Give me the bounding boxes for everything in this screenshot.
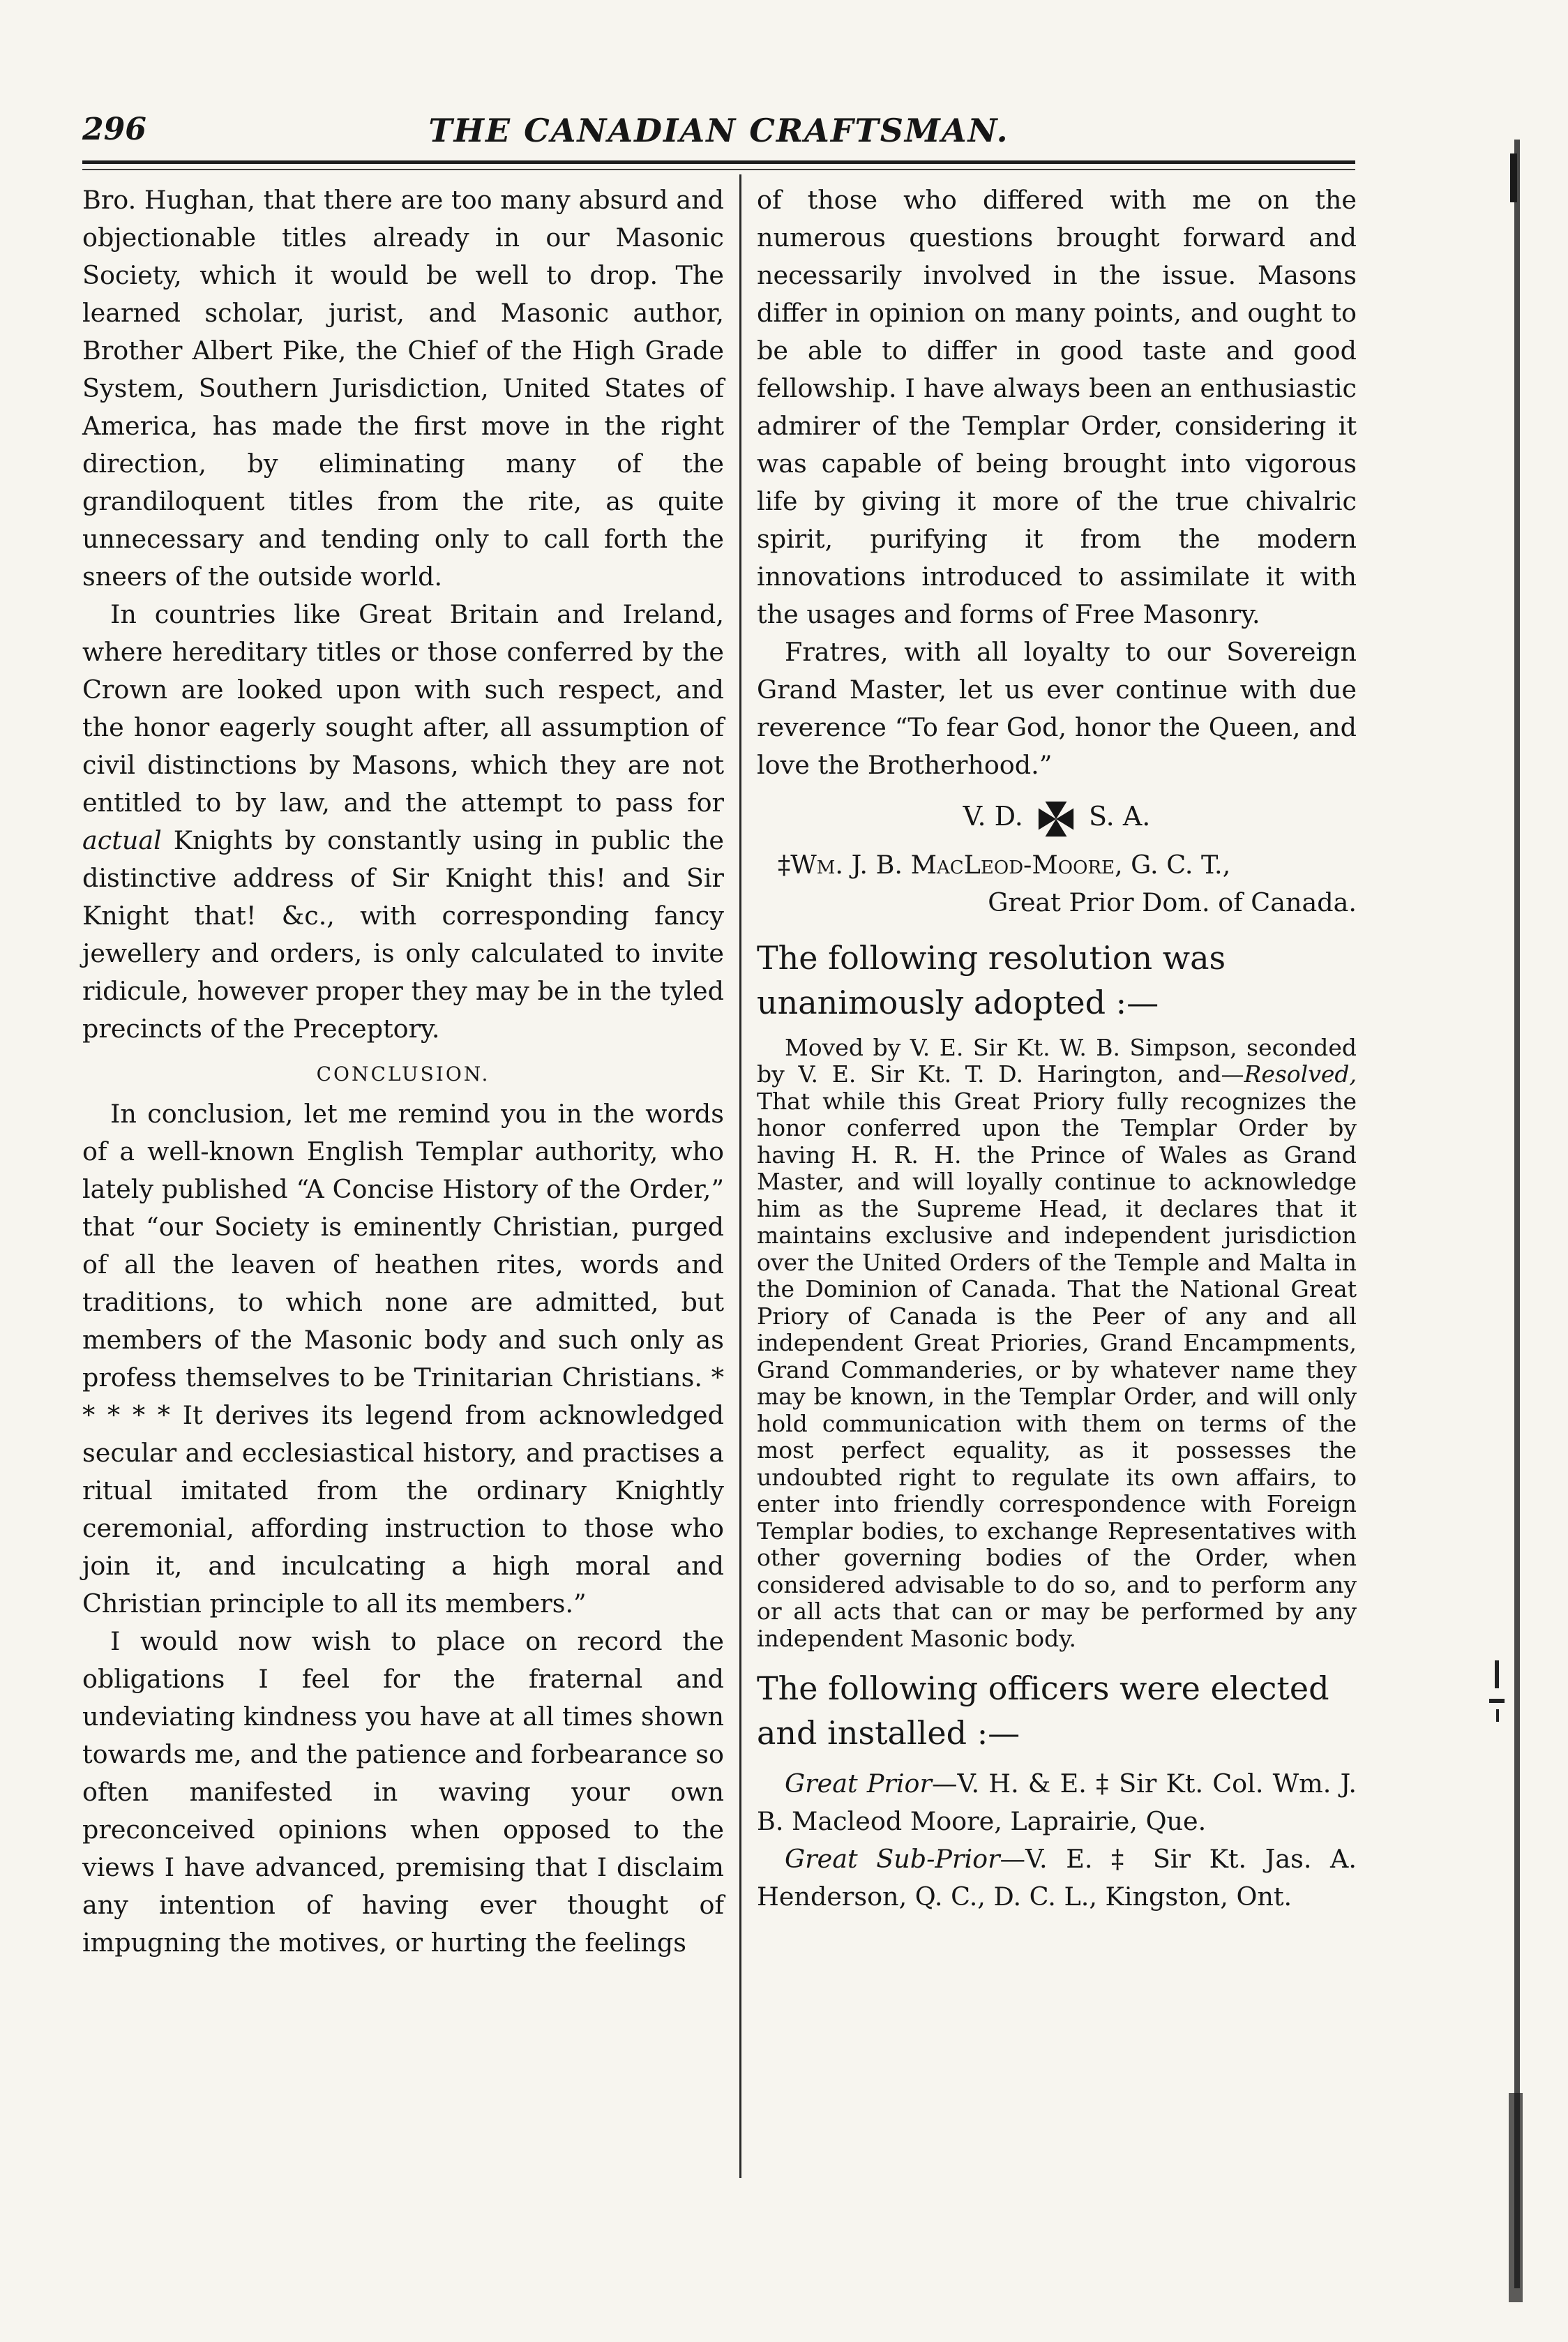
resolution-text-b: That while this Great Priory fully recognizes the honor conferred upon the Templar Order by having H. R. H. the Prince of Wales as Grand Master, and will loyally continue to acknowledge him as the Supreme Head, it declares that it maintains exclusive and independent jurisdiction over the United Orders of the Temple and Malta in the Dominion of Canada. That the National Great Priory of Canada is the Peer of any and all independent Great Priories, Grand Encampments, Grand Commanderies, or by whatever name they may be known, in the Templar Order, and will only hold communication with them on terms of the most perfect equality, as it possesses the undoubted right to regulate its own affairs, to enter into friendly correspondence with Foreign Templar bodies, to exchange Representatives with other governing bodies of the Order, when considered advisable to do so, and to perform any or all acts that can or may be performed by any independent Masonic body.	[757, 1087, 1357, 1652]
left-paragraph-1: Bro. Hughan, that there are too many absurd and objectionable titles already in our Masonic Society, which it would be well to drop. The learned scholar, jurist, and Masonic author, Brother Albert Pike, the Chief of the High Grade System, Southern Jurisdiction, United States of America, has made the first move in the right direction, by eliminating many of the grandiloquent titles from the rite, as quite unnecessary and tending only to call forth the sneers of the outside world.	[82, 185, 724, 592]
right-paragraph-1: of those who differed with me on the numerous questions brought forward and necessarily involved in the issue. Masons differ in opinion on many points, and ought to be able to differ in good taste and good fellowship. I have always been an enthusiastic admirer of the Templar Order, considering it was capable of being brought into vigorous life by giving it more of the true chivalric spirit, purifying it from the modern innovations introduced to assimilate it with the usages and forms of Free Masonry.	[757, 185, 1357, 629]
resolution-text-a: Moved by V. E. Sir Kt. W. B. Simpson, seconded by V. E. Sir Kt. T. D. Harington, and—	[757, 1033, 1357, 1088]
officer-2-role: Great Sub-Prior	[785, 1844, 1000, 1874]
resolution-block	[757, 1035, 1357, 1653]
motto-right: S. A.	[1088, 801, 1151, 832]
left-paragraph-3: In conclusion, let me remind you in the words of a well-known English Templar authority, who lately published “A Concise History of the Order,” that “our Society is eminently Christian, purged of all the leaven of heathen rites, words and traditions, to which none are admitted, but members of the Masonic body and such only as profess themselves to be Trinitarian Christians. * * * * * It derives its legend from acknowledged secular and ecclesiastical history, and practises a ritual imitated from the ordinary Knightly ceremonial, affording instruction to those who join it, and inculcating a high moral and Christian principle to all its members.”	[82, 1099, 724, 1619]
signer-mark: ‡	[778, 849, 791, 880]
resolution-emphasis: Resolved,	[1244, 1060, 1357, 1088]
signer-title: Great Prior Dom. of Canada.	[988, 887, 1357, 917]
conclusion-heading: CONCLUSION.	[316, 1063, 490, 1086]
page-header	[82, 112, 1355, 174]
officers-heading: The following officers were elected and installed :—	[757, 1669, 1329, 1752]
left-paragraph-2-emphasis: actual	[82, 825, 162, 855]
right-paragraph-2: Fratres, with all loyalty to our Sovereign Grand Master, let us ever continue with due reverence “To fear God, honor the Queen, and love the Brotherhood.”	[757, 637, 1357, 780]
signature-motto	[757, 795, 1357, 839]
left-paragraph-4: I would now wish to place on record the obligations I feel for the fraternal and undeviating kindness you have at all times shown towards me, and the patience and forbearance so often manifested in waving your own preconceived opinions when opposed to the views I have advanced, premising that I disclaim any intention of having ever thought of impugning the motives, or hurting the feelings	[82, 1626, 724, 1958]
motto-left: V. D.	[963, 801, 1023, 832]
signer-name: Wm. J. B. MacLeod-Moore, G. C. T.,	[790, 849, 1231, 880]
officer-entry-2	[757, 1840, 1357, 1916]
officer-2-text: —V. E. ‡ Sir Kt. Jas. A. Henderson, Q. C., D. C. L., Kingston, Ont.	[757, 1844, 1357, 1912]
right-column	[757, 181, 1357, 1916]
resolution-heading: The following resolution was unanimously adopted :—	[757, 938, 1226, 1021]
resolution-text	[757, 1035, 1357, 1653]
scan-edge-marks	[1482, 140, 1524, 2302]
officer-1-text: —V. H. & E. ‡ Sir Kt. Col. Wm. J. B. Macleod Moore, Laprairie, Que.	[757, 1769, 1357, 1836]
maltese-cross-icon	[1036, 799, 1076, 839]
left-paragraph-2-text-a: In countries like Great Britain and Ireland, where hereditary titles or those conferred by the Crown are looked upon with such respect, and the honor eagerly sought after, all assumption of civil distinctions by Masons, which they are not entitled to by law, and the attempt to pass for	[82, 599, 724, 818]
left-paragraph-2	[82, 596, 724, 1048]
header-rule-thin	[82, 169, 1355, 170]
officer-1-role: Great Prior	[785, 1769, 932, 1799]
header-rule	[82, 160, 1355, 164]
signer-name-line	[757, 846, 1357, 884]
running-title: THE CANADIAN CRAFTSMAN.	[428, 112, 1009, 149]
left-paragraph-2-text-b: Knights by constantly using in public the distinctive address of Sir Knight this! and Sir Knight that! &c., with corresponding fancy jewellery and orders, is only calculated to invite ridicule, however proper they may be in the tyled precincts of the Preceptory.	[82, 825, 724, 1044]
officer-entry-1	[757, 1765, 1357, 1840]
left-column	[82, 181, 724, 1962]
page-number: 296	[82, 112, 146, 147]
column-divider	[739, 174, 741, 2178]
